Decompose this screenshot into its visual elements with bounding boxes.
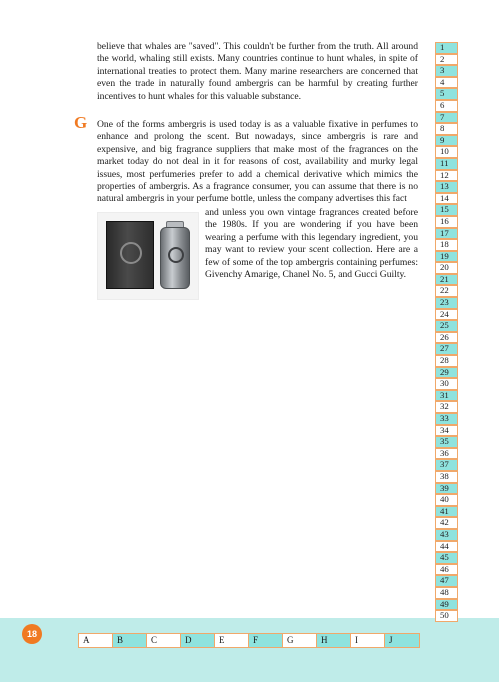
bottle-logo-icon: [168, 247, 184, 263]
box-logo-icon: [120, 242, 142, 264]
answer-letter-bar: [78, 633, 420, 648]
line-number-32: 32: [435, 401, 458, 413]
line-number-33: 33: [435, 413, 458, 425]
line-number-20: 20: [435, 262, 458, 274]
line-number-27: 27: [435, 343, 458, 355]
line-number-34: 34: [435, 425, 458, 437]
perfume-box-icon: [106, 221, 154, 289]
line-number-46: 46: [435, 564, 458, 576]
line-number-19: 19: [435, 251, 458, 263]
line-number-11: 11: [435, 158, 458, 170]
line-number-28: 28: [435, 355, 458, 367]
line-number-18: 18: [435, 239, 458, 251]
line-number-31: 31: [435, 390, 458, 402]
line-number-40: 40: [435, 494, 458, 506]
answer-letter-i[interactable]: I: [351, 634, 385, 647]
line-number-13: 13: [435, 181, 458, 193]
line-number-2: 2: [435, 54, 458, 66]
line-number-30: 30: [435, 378, 458, 390]
line-number-49: 49: [435, 599, 458, 611]
paragraph-g-wrap: and unless you own vintage fragrances created before the 1980s. If you are wondering if you have been wearing a perfume with this legendary ingredient, you may want to review your scent collection. Here are a few of some of the top ambergris containing perfumes: Givenchy Amarige, Chanel No. 5, and Gucci Guilty.: [205, 207, 418, 281]
answer-letter-e[interactable]: E: [215, 634, 249, 647]
line-number-5: 5: [435, 88, 458, 100]
answer-letter-j[interactable]: J: [385, 634, 419, 647]
line-number-37: 37: [435, 459, 458, 471]
line-number-38: 38: [435, 471, 458, 483]
line-number-24: 24: [435, 309, 458, 321]
section-letter-g: G: [74, 113, 88, 132]
line-number-3: 3: [435, 65, 458, 77]
line-number-47: 47: [435, 575, 458, 587]
answer-letter-c[interactable]: C: [147, 634, 181, 647]
line-number-48: 48: [435, 587, 458, 599]
line-number-21: 21: [435, 274, 458, 286]
answer-letter-a[interactable]: A: [79, 634, 113, 647]
line-number-22: 22: [435, 285, 458, 297]
answer-letter-g[interactable]: G: [283, 634, 317, 647]
line-number-23: 23: [435, 297, 458, 309]
line-number-50: 50: [435, 610, 458, 622]
answer-letter-h[interactable]: H: [317, 634, 351, 647]
line-number-16: 16: [435, 216, 458, 228]
answer-letter-f[interactable]: F: [249, 634, 283, 647]
answer-letter-b[interactable]: B: [113, 634, 147, 647]
line-number-1: 1: [435, 42, 458, 54]
line-number-column: [435, 42, 458, 622]
line-number-17: 17: [435, 228, 458, 240]
line-number-8: 8: [435, 123, 458, 135]
line-number-41: 41: [435, 506, 458, 518]
line-number-14: 14: [435, 193, 458, 205]
line-number-26: 26: [435, 332, 458, 344]
line-number-44: 44: [435, 541, 458, 553]
bottom-color-strip: [0, 618, 499, 682]
line-number-9: 9: [435, 135, 458, 147]
line-number-29: 29: [435, 367, 458, 379]
line-number-25: 25: [435, 320, 458, 332]
line-number-7: 7: [435, 112, 458, 124]
line-number-6: 6: [435, 100, 458, 112]
perfume-product-image: [97, 212, 199, 300]
page-number-badge: 18: [22, 624, 42, 644]
line-number-39: 39: [435, 483, 458, 495]
line-number-45: 45: [435, 552, 458, 564]
line-number-35: 35: [435, 436, 458, 448]
line-number-36: 36: [435, 448, 458, 460]
line-number-10: 10: [435, 146, 458, 158]
paragraph-g-main: One of the forms ambergris is used today is as a valuable fixative in perfumes to enhance and prolong the scent. But nowadays, since ambergris is rare and expensive, and big fragrance suppliers that make most of the fragrances on the market today do not deal in it for reasons of cost, availability and murky legal issues, most perfumeries prefer to add a chemical derivative which mimics the properties of ambergris. As a fragrance consumer, you can assume that there is no natural ambergris in your perfume bottle, unless the company advertises this fact: [97, 119, 418, 205]
line-number-12: 12: [435, 170, 458, 182]
line-number-4: 4: [435, 77, 458, 89]
answer-letter-d[interactable]: D: [181, 634, 215, 647]
line-number-15: 15: [435, 204, 458, 216]
line-number-43: 43: [435, 529, 458, 541]
paragraph-f-ending: believe that whales are "saved". This couldn't be further from the truth. All around the world, whaling still exists. Many countries continue to hunt whales, in spite of international treaties to protect them. Many marine researchers are concerned that even the trade in naturally found ambergris can be harmful by creating further incentives to hunt whales for this valuable substance.: [97, 41, 418, 102]
line-number-42: 42: [435, 517, 458, 529]
